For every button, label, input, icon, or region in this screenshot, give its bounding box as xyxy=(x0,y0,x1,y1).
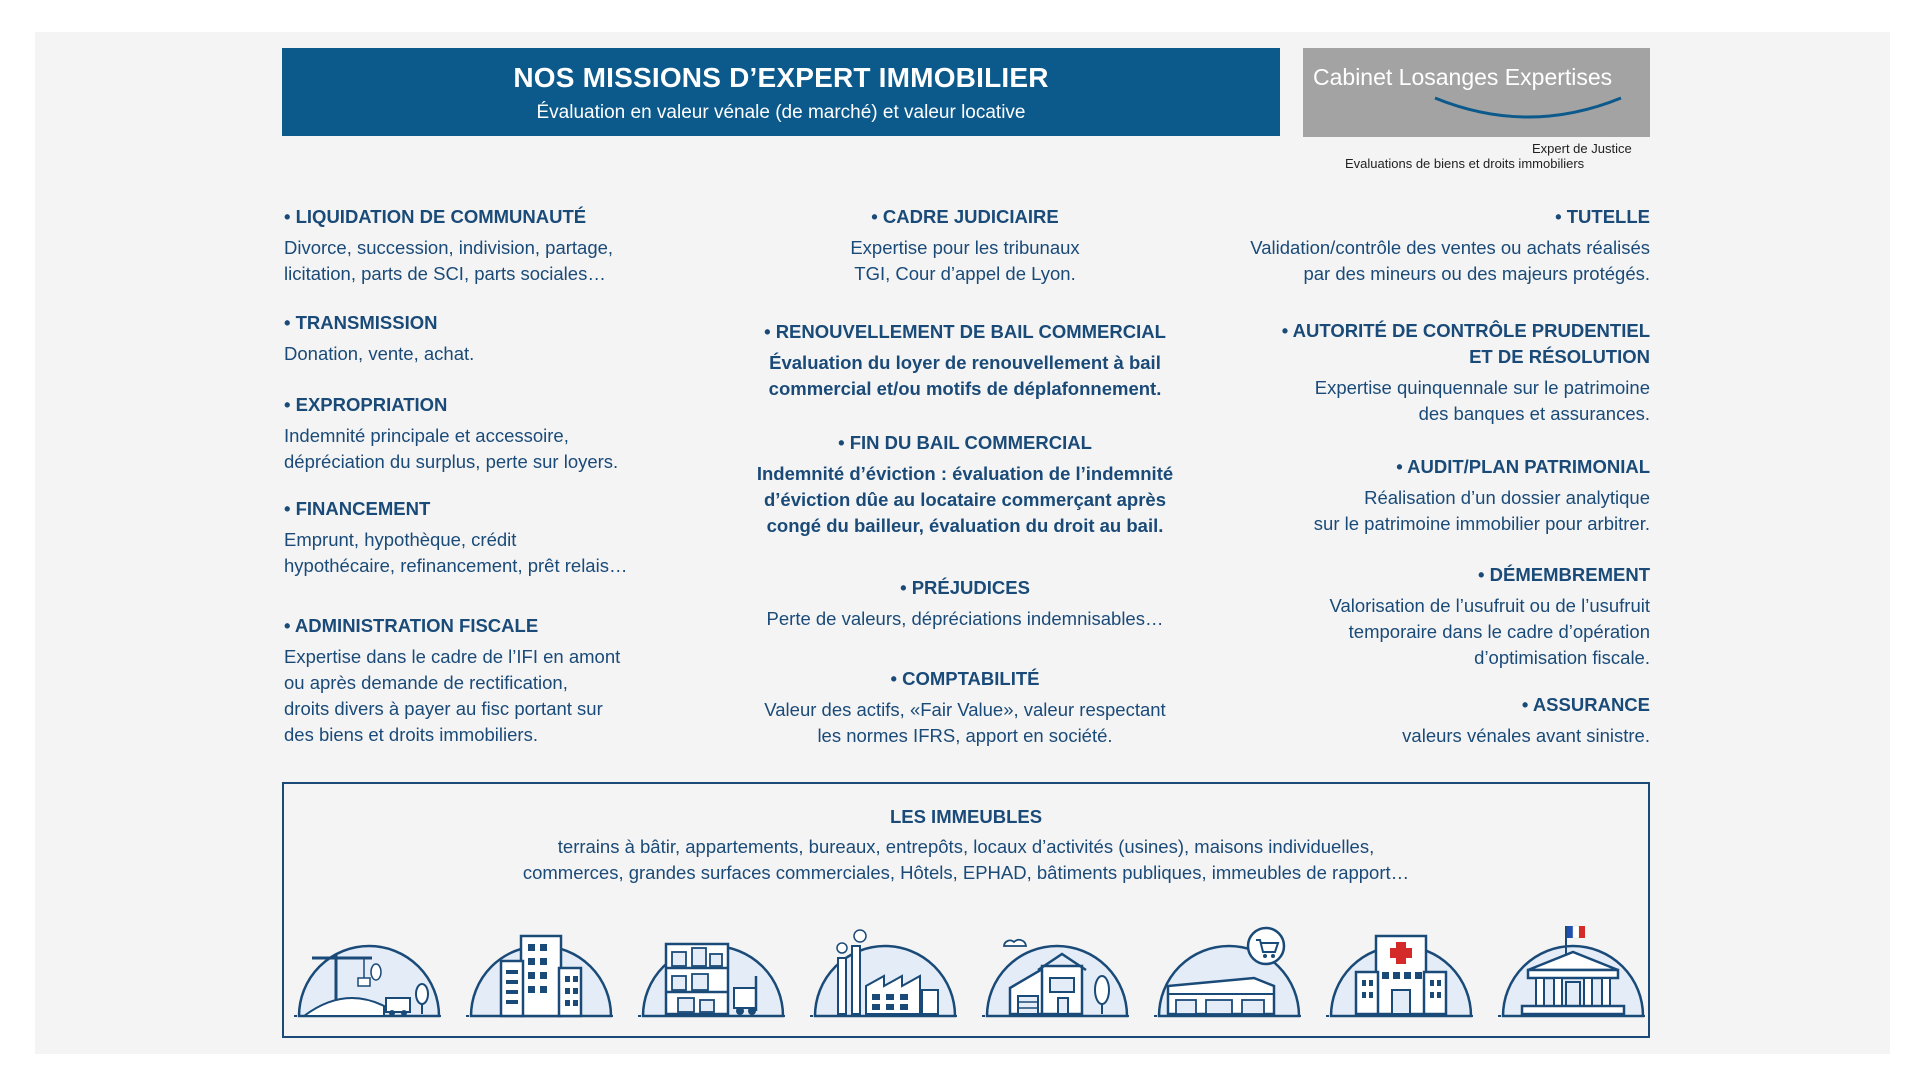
hospital-icon xyxy=(1326,916,1476,1026)
mission-tutelle xyxy=(1190,204,1650,287)
mission-title: • CADRE JUDICIAIRE xyxy=(871,206,1059,227)
mission-title: • DÉMEMBREMENT xyxy=(1478,564,1650,585)
mission-title: • AUDIT/PLAN PATRIMONIAL xyxy=(1396,456,1650,477)
mission-description: Expertise pour les tribunaux TGI, Cour d’appel de Lyon. xyxy=(850,237,1080,284)
mission-title: • ADMINISTRATION FISCALE xyxy=(284,615,539,636)
mission-title: • TRANSMISSION xyxy=(284,312,438,333)
public-building-icon xyxy=(1498,916,1648,1026)
mission-description: Validation/contrôle des ventes ou achats réalisés par des mineurs ou des majeurs protégés. xyxy=(1250,237,1650,284)
warehouse-icon xyxy=(638,916,788,1026)
mission-description: Évaluation du loyer de renouvellement à bail commercial et/ou motifs de déplafonnement. xyxy=(768,352,1162,399)
mission-title: • AUTORITÉ DE CONTRÔLE PRUDENTIEL ET DE RÉSOLUTION xyxy=(1281,320,1650,367)
mission-liquidation xyxy=(284,204,704,287)
mission-audit-patrimonial xyxy=(1190,454,1650,537)
mission-comptabilite xyxy=(735,666,1195,749)
mission-transmission xyxy=(284,310,704,367)
logo-tagline-1: Expert de Justice xyxy=(1532,141,1632,156)
company-logo xyxy=(1303,48,1650,137)
mission-description: Emprunt, hypothèque, crédit hypothécaire, refinancement, prêt relais… xyxy=(284,529,628,576)
factory-icon xyxy=(810,916,960,1026)
mission-prejudices xyxy=(735,575,1195,632)
mission-description: Donation, vente, achat. xyxy=(284,343,475,364)
immeubles-title: LES IMMEUBLES xyxy=(889,806,1043,827)
logo-tagline-2: Evaluations de biens et droits immobiliers xyxy=(1345,156,1585,171)
mission-description: Divorce, succession, indivision, partage, licitation, parts de SCI, parts sociales… xyxy=(284,237,614,284)
construction-site-icon xyxy=(294,916,444,1026)
shopping-center-icon xyxy=(1154,916,1304,1026)
mission-title: • FINANCEMENT xyxy=(284,498,431,519)
mission-description: Valeur des actifs, «Fair Value», valeur respectant les normes IFRS, apport en société. xyxy=(764,699,1166,746)
logo-name: Cabinet Losanges Expertises xyxy=(1313,64,1613,90)
mission-title: • EXPROPRIATION xyxy=(284,394,448,415)
mission-title: • LIQUIDATION DE COMMUNAUTÉ xyxy=(284,206,587,227)
mission-title: • RENOUVELLEMENT DE BAIL COMMERCIAL xyxy=(764,321,1166,342)
mission-title: • TUTELLE xyxy=(1555,206,1650,227)
immeubles-description: terrains à bâtir, appartements, bureaux, entrepôts, locaux d’activités (usines), maisons individuelles, commerces, grandes surfaces commerciales, Hôtels, EPHAD, bâtiments publiques, immeubles de rapport… xyxy=(522,836,1410,883)
mission-title: • ASSURANCE xyxy=(1521,694,1650,715)
mission-cadre-judiciaire xyxy=(735,204,1195,287)
mission-description: Expertise quinquennale sur le patrimoine des banques et assurances. xyxy=(1314,377,1650,424)
mission-administration-fiscale xyxy=(284,613,704,748)
mission-description: Expertise dans le cadre de l’IFI en amont ou après demande de rectification, droits divers à payer au fisc portant sur des biens et droits immobiliers. xyxy=(284,646,621,745)
mission-assurance xyxy=(1190,692,1650,749)
house-icon xyxy=(982,916,1132,1026)
mission-description: Indemnité principale et accessoire, dépréciation du surplus, perte sur loyers. xyxy=(284,425,619,472)
office-building-icon xyxy=(466,916,616,1026)
page-title: NOS MISSIONS D’EXPERT IMMOBILIER xyxy=(513,62,1049,93)
building-icons-row xyxy=(294,916,1639,1026)
mission-renouvellement-bail xyxy=(735,319,1195,402)
immeubles-box xyxy=(282,782,1650,1038)
mission-financement xyxy=(284,496,704,579)
mission-description: valeurs vénales avant sinistre. xyxy=(1402,725,1650,746)
header-banner xyxy=(282,48,1280,136)
mission-description: Réalisation d’un dossier analytique sur le patrimoine immobilier pour arbitrer. xyxy=(1313,487,1650,534)
mission-fin-bail xyxy=(735,430,1195,539)
mission-title: • PRÉJUDICES xyxy=(900,577,1030,598)
mission-title: • COMPTABILITÉ xyxy=(890,668,1040,689)
mission-description: Valorisation de l’usufruit ou de l’usufruit temporaire dans le cadre d’opération d’optimisation fiscale. xyxy=(1329,595,1650,668)
mission-acpr xyxy=(1190,318,1650,427)
mission-title: • FIN DU BAIL COMMERCIAL xyxy=(838,432,1092,453)
mission-description: Indemnité d’éviction : évaluation de l’indemnité d’éviction dûe au locataire commerçant après congé du bailleur, évaluation du droit au bail. xyxy=(756,463,1174,536)
mission-expropriation xyxy=(284,392,704,475)
mission-demembrement xyxy=(1190,562,1650,671)
logo-swoosh-icon xyxy=(1433,92,1623,122)
mission-description: Perte de valeurs, dépréciations indemnisables… xyxy=(766,608,1164,629)
page-subtitle: Évaluation en valeur vénale (de marché) et valeur locative xyxy=(536,102,1026,123)
